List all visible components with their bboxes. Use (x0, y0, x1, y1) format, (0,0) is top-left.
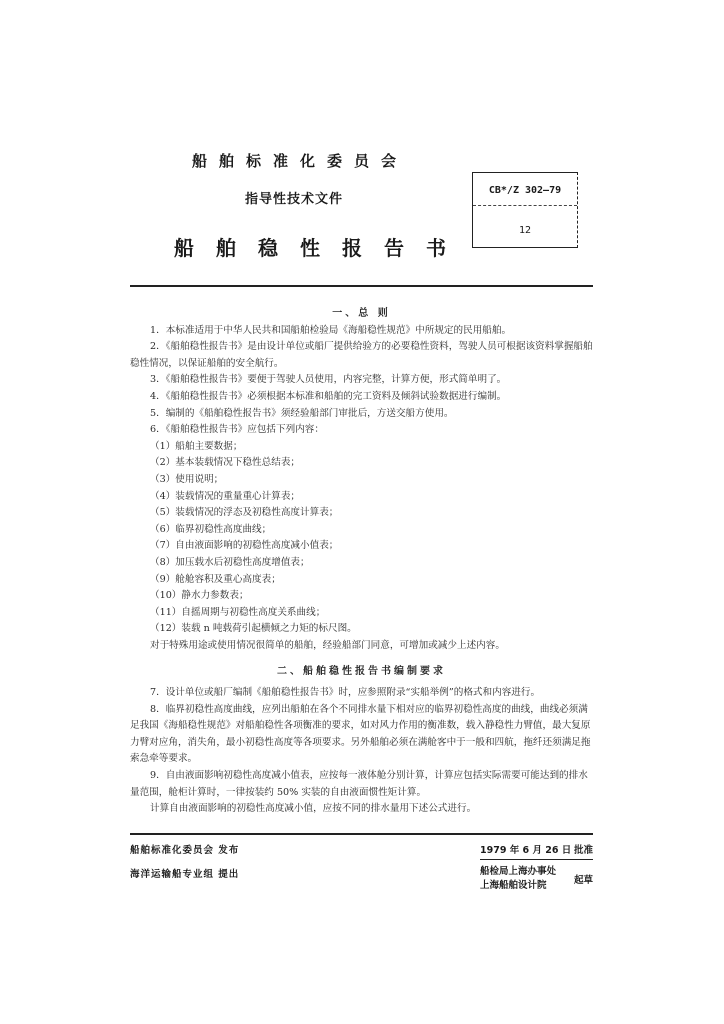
drafter-1: 船检局上海办事处 (480, 866, 557, 877)
approval-line (480, 842, 593, 860)
list-item: （6）临界初稳性高度曲线； (150, 523, 272, 535)
section-1-heading: 一、总 则 (332, 308, 391, 319)
list-item: （5）装载情况的浮态及初稳性高度计算表； (150, 507, 339, 519)
list-item: （4）装载情况的重量重心计算表； (150, 490, 301, 502)
section-2-closing: 计算自由液面影响的初稳性高度减小值，应按不同的排水量用下述公式进行。 (150, 803, 477, 815)
paragraph-4: 4．《船舶稳性报告书》必须根据本标准和船舶的完工资料及倾斜试验数据进行编制。 (150, 390, 507, 402)
list-item: （11）自摇周期与初稳性高度关系曲线； (150, 606, 326, 618)
standard-code: CB*/Z 302—79 (488, 185, 562, 196)
drafting-orgs (480, 865, 556, 893)
standard-box-divider (473, 205, 577, 206)
paragraph-7: 7．设计单位或船厂编制《船舶稳性报告书》时，应参照附录“实船举例”的格式和内容进行。 (150, 687, 541, 699)
approval-date: 1979 年 6 月 26 日 (480, 845, 572, 856)
document-type: 指导性技术文件 (245, 192, 344, 207)
list-item: （7）自由液面影响的初稳性高度减小值表； (150, 540, 339, 552)
paragraph-5: 5．编制的《船舶稳性报告书》须经验船部门审批后，方送交船方使用。 (150, 407, 454, 419)
publisher-line: 船舶标准化委员会 发布 (130, 845, 240, 856)
drafting-block (480, 865, 593, 893)
section-2-heading: 二、船舶稳性报告书编制要求 (277, 666, 446, 678)
list-item: （12）装载 n 吨载荷引起横倾之力矩的标尺图。 (150, 623, 357, 635)
footer-rule (130, 833, 593, 835)
page-number: 12 (518, 225, 532, 236)
approval-block (480, 842, 593, 893)
list-item: （8）加压载水后初稳性高度增值表； (150, 556, 310, 568)
list-item: （1）船舶主要数据； (150, 440, 243, 452)
paragraph-2: 2．《船舶稳性报告书》是由设计单位或船厂提供给验方的必要稳性资料，驾驶人员可根据该资料掌握船舶稳性情况，以保证船舶的安全航行。 (130, 341, 593, 369)
list-item: （9）舱舱容积及重心高度表； (150, 573, 281, 585)
paragraph-6: 6．《船舶稳性报告书》应包括下列内容： (150, 424, 324, 436)
drafting-label: 起草 (573, 875, 593, 886)
approval-label: 批准 (573, 845, 593, 856)
paragraph-9: 9．自由液面影响初稳性高度减小值表，应按每一液体舱分别计算，计算应包括实际需要可能达到的排水量范围，舱柜计算时，一律按装约 50% 实装的自由液面惯性矩计算。 (130, 770, 588, 798)
page-title: 船舶稳性报告书 (174, 236, 468, 260)
paragraph-8: 8．临界初稳性高度曲线，应列出船舶在各个不同排水量下相对应的临界初稳性高度的曲线，曲线必须满足我国《海船稳性规范》对船舶稳性各项衡准的要求，如对风力作用的衡准数，载入静稳性力臂值，最大复原力臂对应角，消失角，最小初稳性高度等各项要求。另外船舶必须在满舱客中于一般和四航，拖纤还须满足拖索急牵等要求。 (130, 703, 591, 765)
list-item: （10）静水力参数表； (150, 590, 249, 602)
header-rule (130, 285, 593, 287)
committee-name: 船舶标准化委员会 (192, 152, 409, 170)
standard-number-box (472, 172, 578, 248)
paragraph-1: 1．本标准适用于中华人民共和国船舶检验局《海船稳性规范》中所规定的民用船舶。 (150, 324, 512, 336)
document-body (130, 306, 593, 818)
list-item: （3）使用说明； (150, 473, 224, 485)
section-1-closing: 对于特殊用途或使用情况很简单的船舶，经验船部门同意，可增加或减少上述内容。 (150, 639, 505, 651)
list-item: （2）基本装载情况下稳性总结表； (150, 457, 301, 469)
proposer-line: 海洋运输船专业组 提出 (130, 869, 240, 880)
drafter-2: 上海船舶设计院 (480, 880, 547, 891)
paragraph-3: 3．《船舶稳性报告书》要便于驾驶人员使用，内容完整，计算方便，形式简单明了。 (150, 374, 507, 386)
